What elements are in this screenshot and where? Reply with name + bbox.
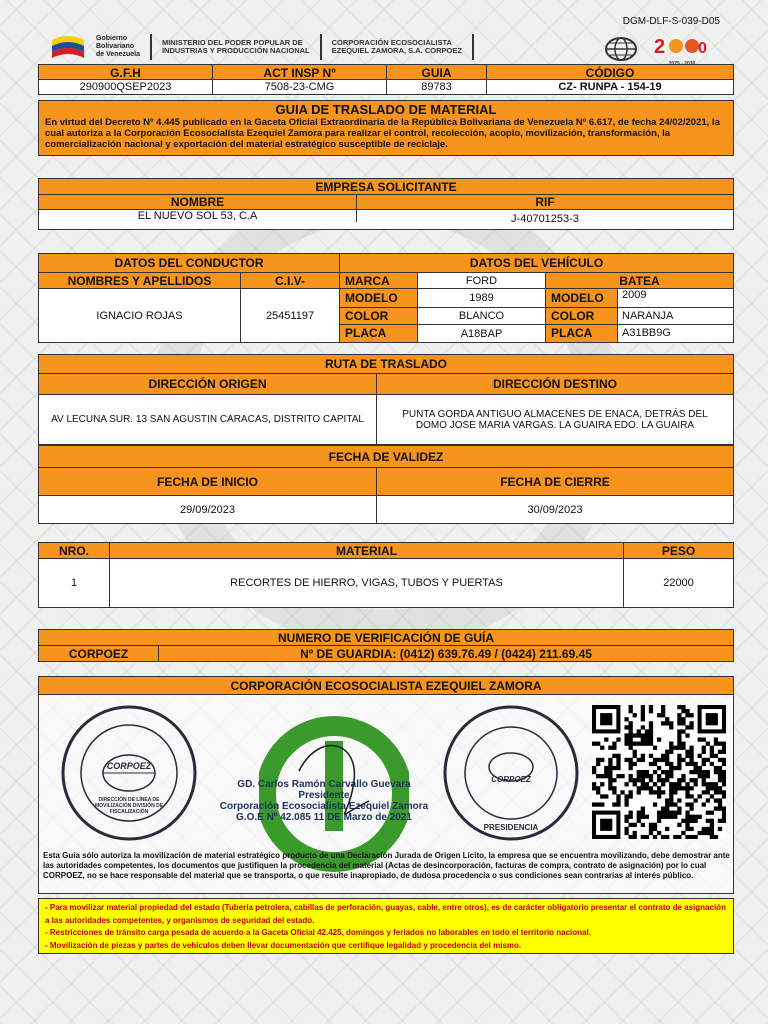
ruta-destino-value: PUNTA GORDA ANTIGUO ALMACENES DE ENACA, DETRÁS DEL DOMO JOSE MARIA VARGAS. LA GUAIRA EDO. LA GUAIRA [402,408,708,431]
signer-org: Corporación Ecosocialista Ezequiel Zamora [219,801,429,812]
vehiculo-color-label: COLOR [340,308,418,325]
ruta-origen-label: DIRECCIÓN ORIGEN [39,374,377,395]
conductor-title: DATOS DEL CONDUCTOR [39,254,340,273]
validez-cierre-value: 30/09/2023 [527,503,583,516]
batea-color-value: NARANJA [618,308,733,325]
material-table [38,542,734,608]
header-logos [50,32,474,62]
material-nro-header: NRO. [39,543,110,559]
batea-modelo-value: 2009 [618,289,733,308]
verificacion-section [38,629,734,662]
signer-title: Presidente [298,790,350,801]
validez-title: FECHA DE VALIDEZ [39,446,733,468]
batea-placa-value: A31BB9G [622,327,671,339]
venezuela-flag-logo [50,34,86,60]
batea-placa-label: PLACA [546,325,618,342]
conductor-vehiculo-section [38,253,734,343]
note-item: - Restricciones de tránsito carga pesada de acuerdo a la Gaceta Oficial 42.425, domingos y feriados no laborables en todo el territorio nacional. [45,928,591,937]
validez-section [38,445,734,524]
vehiculo-modelo-label: MODELO [340,289,418,308]
svg-text:0: 0 [698,40,707,56]
ministry-logo-text: MINISTERIO DEL PODER POPULAR DE INDUSTRIAS Y PRODUCCIÓN NACIONAL [161,38,310,55]
header-guia: GUIA [387,65,487,80]
notes-box [38,898,734,954]
header-act-insp: ACT INSP Nº [213,65,387,80]
batea-label: BATEA [546,273,733,289]
note-item: - Movilización de piezas y partes de vehículos deben llevar documentación que certifique legalidad y procedencia del mismo. [45,940,522,950]
header-gfh: G.F.H [39,65,213,80]
verificacion-corpoez: CORPOEZ [39,646,159,661]
globe-icon [604,36,638,67]
validez-inicio-label: FECHA DE INICIO [39,468,377,496]
conductor-nombres-label: NOMBRES Y APELLIDOS [39,273,241,289]
material-peso-header: PESO [624,543,733,559]
fiscalizacion-stamp: CORPOEZ DIRECCIÓN DE LÍNEA DE MOVILIZACIÓN DIVISIÓN DE FISCALIZACIÓN [59,703,199,843]
empresa-title: EMPRESA SOLICITANTE [39,179,733,195]
validez-cierre-label: FECHA DE CIERRE [377,468,733,496]
value-gfh: 290900QSEP2023 [39,80,213,94]
signature-block [199,779,449,823]
document-code: DGM-DLF-S-039-D05 [622,16,720,27]
empresa-section [38,178,734,230]
vehiculo-placa-value: A18BAP [418,325,546,342]
material-row-material: RECORTES DE HIERRO, VIGAS, TUBOS Y PUERTAS [110,559,624,607]
conductor-nombre-value: IGNACIO ROJAS [39,289,241,342]
verificacion-guardia: Nº DE GUARDIA: (0412) 639.76.49 / (0424) 211.69.45 [300,646,592,661]
guide-title: GUIA DE TRASLADO DE MATERIAL [275,101,497,117]
empresa-nombre-label: NOMBRE [39,195,357,210]
validez-inicio-value: 29/09/2023 [39,496,377,523]
value-guia: 89783 [387,80,487,94]
conductor-civ-value: 25451197 [241,289,340,342]
empresa-nombre-value: EL NUEVO SOL 53, C.A [39,210,357,222]
vehiculo-marca-label: MARCA [340,273,418,289]
empresa-rif-value: J-40701253-3 [511,213,579,225]
verification-qr-code[interactable] [592,705,726,839]
svg-text:2: 2 [654,36,666,56]
ruta-origen-value: AV LECUNA SUR. 13 SAN AGUSTIN CARACAS, DISTRITO CAPITAL [39,395,377,444]
material-row-nro: 1 [39,559,110,607]
vehiculo-color-value: BLANCO [418,308,546,325]
batea-modelo-label: MODELO [546,289,618,308]
ruta-title: RUTA DE TRASLADO [39,355,733,374]
material-header: MATERIAL [110,543,624,559]
vehiculo-modelo-value: 1989 [418,289,546,308]
firma-section [38,676,734,894]
batea-color-label: COLOR [546,308,618,325]
material-row-peso: 22000 [663,577,694,589]
firma-title: CORPORACIÓN ECOSOCIALISTA EZEQUIEL ZAMORA [39,677,733,695]
header-codigo: CÓDIGO [585,65,635,80]
top-info-table [38,64,734,95]
gov-logo-text: Gobierno Bolivariano de Venezuela [96,35,140,58]
empresa-rif-label: RIF [357,195,733,210]
vehiculo-placa-label: PLACA [340,325,418,342]
guide-paragraph: En virtud del Decreto Nº 4.445 publicado en la Gaceta Oficial Extraordinaria de la República Bolivariana de Venezuela Nº 6.617, de fecha 24/02/2021, la cual autoriza a la Corporación Ecosocialista Ezequiel Zamora para realizar el control, recolección, acopio, movilización, transformación, la comercialización nacional y exportación del material estratégico susceptible de reciclaje. [45,117,720,150]
signer-gazette: G.O.E Nº 42.085 11 DE Marzo de 2021 [236,812,412,823]
verificacion-title: NUMERO DE VERIFICACIÓN DE GUÍA [39,630,733,646]
guide-section [38,100,734,156]
plan-2030-logo [652,34,712,64]
presidencia-stamp: CORPOEZ PRESIDENCIA [441,703,581,843]
corpoez-logo-text: CORPORACIÓN ECOSOCIALISTA EZEQUIEL ZAMORA, S.A. CORPOEZ [331,38,462,55]
disclaimer-text: Esta Guía sólo autoriza la movilización de material estratégico producto de una Declaración Jurada de Origen Lícito, la empresa que se encuentra movilizando, debe demostrar ante las autoridades competentes, los documentos que justifiquen la procedencia del material (Actas de desincorporación, facturas de compra, contrato de asignación) por lo cual CORPOEZ, no se hace responsable del material que se transporta, o que resulte inapropiado, de dudosa procedencia o sus condiciones sean contrarias al interés público. [43,851,730,880]
value-act-insp: 7508-23-CMG [213,80,387,94]
conductor-civ-label: C.I.V- [241,273,340,289]
vehiculo-title: DATOS DEL VEHÍCULO [340,254,733,273]
vehiculo-marca-value: FORD [418,273,546,289]
signer-name: GD. Carlos Ramón Carvallo Guevara [237,779,411,790]
ruta-destino-label: DIRECCIÓN DESTINO [377,374,733,395]
note-item: - Para movilizar material propiedad del estado (Tubería petrolera, cabillas de perforación, guayas, cable, entre otros), es de carácter obligatorio presentar el contrato de asignación a las autoridades competentes, y organismos de seguridad del estado. [45,903,726,925]
ruta-section [38,354,734,445]
value-codigo: CZ- RUNPA - 154-19 [558,81,662,93]
